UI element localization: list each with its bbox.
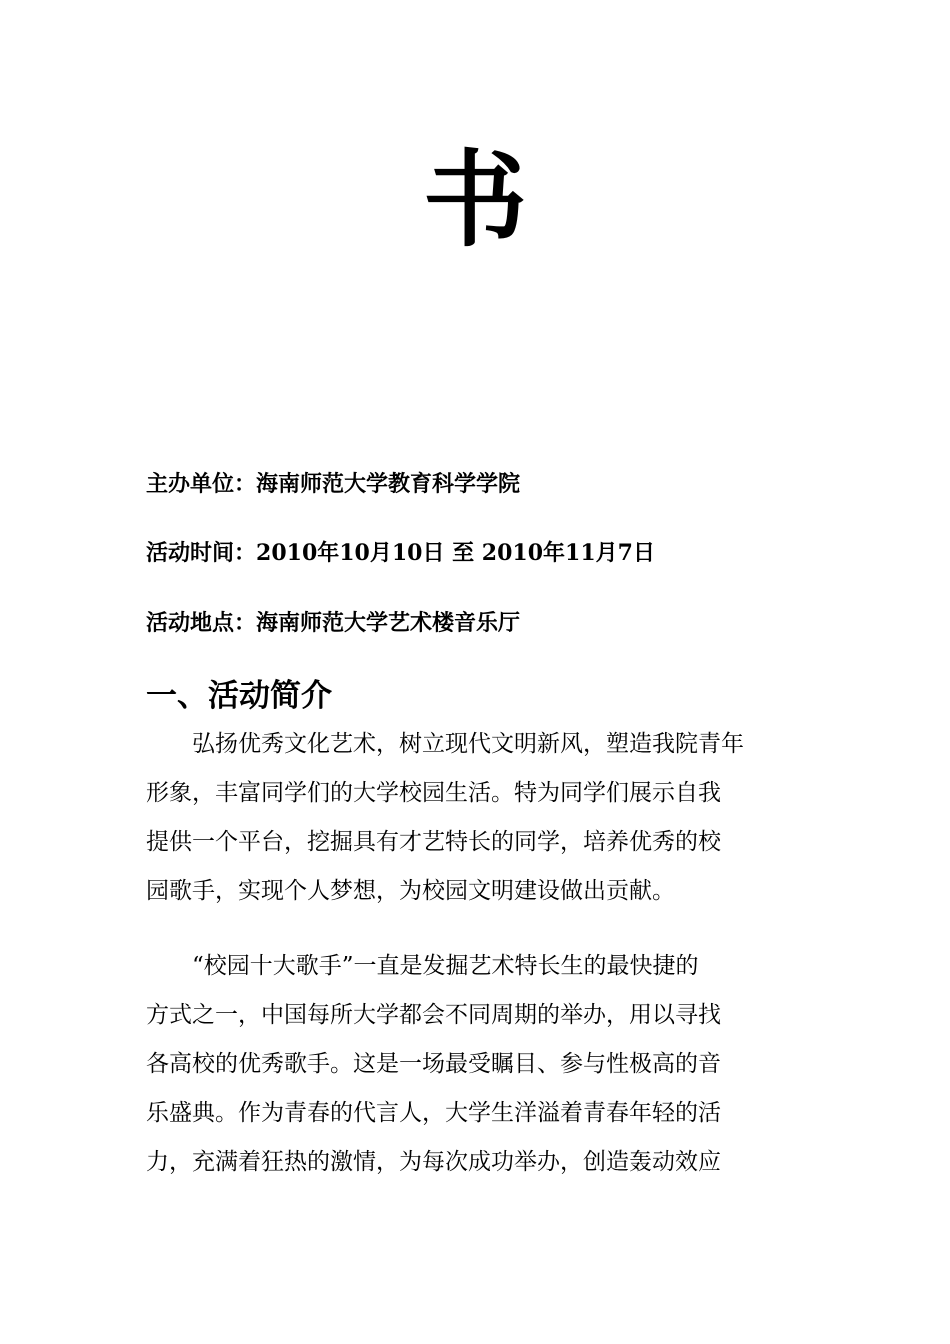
paragraph-line: 乐盛典。作为青春的代言人，大学生洋溢着青春年轻的活: [146, 1100, 721, 1126]
location-label: 活动地点：: [146, 611, 257, 636]
organizer-line: [146, 468, 520, 501]
paragraph-line: 提供一个平台，挖掘具有才艺特长的同学，培养优秀的校: [146, 829, 721, 855]
time-value: 2010年10月10日 至 2010年11月7日: [256, 540, 655, 566]
organizer-value: 海南师范大学教育科学学院: [256, 471, 521, 497]
time-line: [146, 537, 655, 570]
title-character: 书: [422, 139, 527, 261]
paragraph-line: 方式之一，中国每所大学都会不同周期的举办，用以寻找: [146, 1002, 721, 1028]
paragraph-line: 力，充满着狂热的激情，为每次成功举办，创造轰动效应: [146, 1149, 721, 1175]
paragraph-line: 弘扬优秀文化艺术，树立现代文明新风，塑造我院青年: [192, 731, 744, 757]
location-line: [146, 607, 520, 640]
intro-paragraph-1: [146, 720, 806, 916]
location-value: 海南师范大学艺术楼音乐厅: [256, 610, 521, 636]
paragraph-line: 各高校的优秀歌手。这是一场最受瞩目、参与性极高的音: [146, 1051, 721, 1077]
organizer-label: 主办单位：: [146, 472, 257, 497]
paragraph-line: “校园十大歌手”一直是发掘艺术特长生的最快捷的: [192, 953, 699, 979]
section-heading: 一、活动简介: [146, 678, 332, 714]
time-label: 活动时间：: [146, 541, 257, 566]
paragraph-line: 形象，丰富同学们的大学校园生活。特为同学们展示自我: [146, 780, 721, 806]
paragraph-line: 园歌手，实现个人梦想，为校园文明建设做出贡献。: [146, 878, 675, 904]
intro-paragraph-2: [146, 942, 806, 1187]
